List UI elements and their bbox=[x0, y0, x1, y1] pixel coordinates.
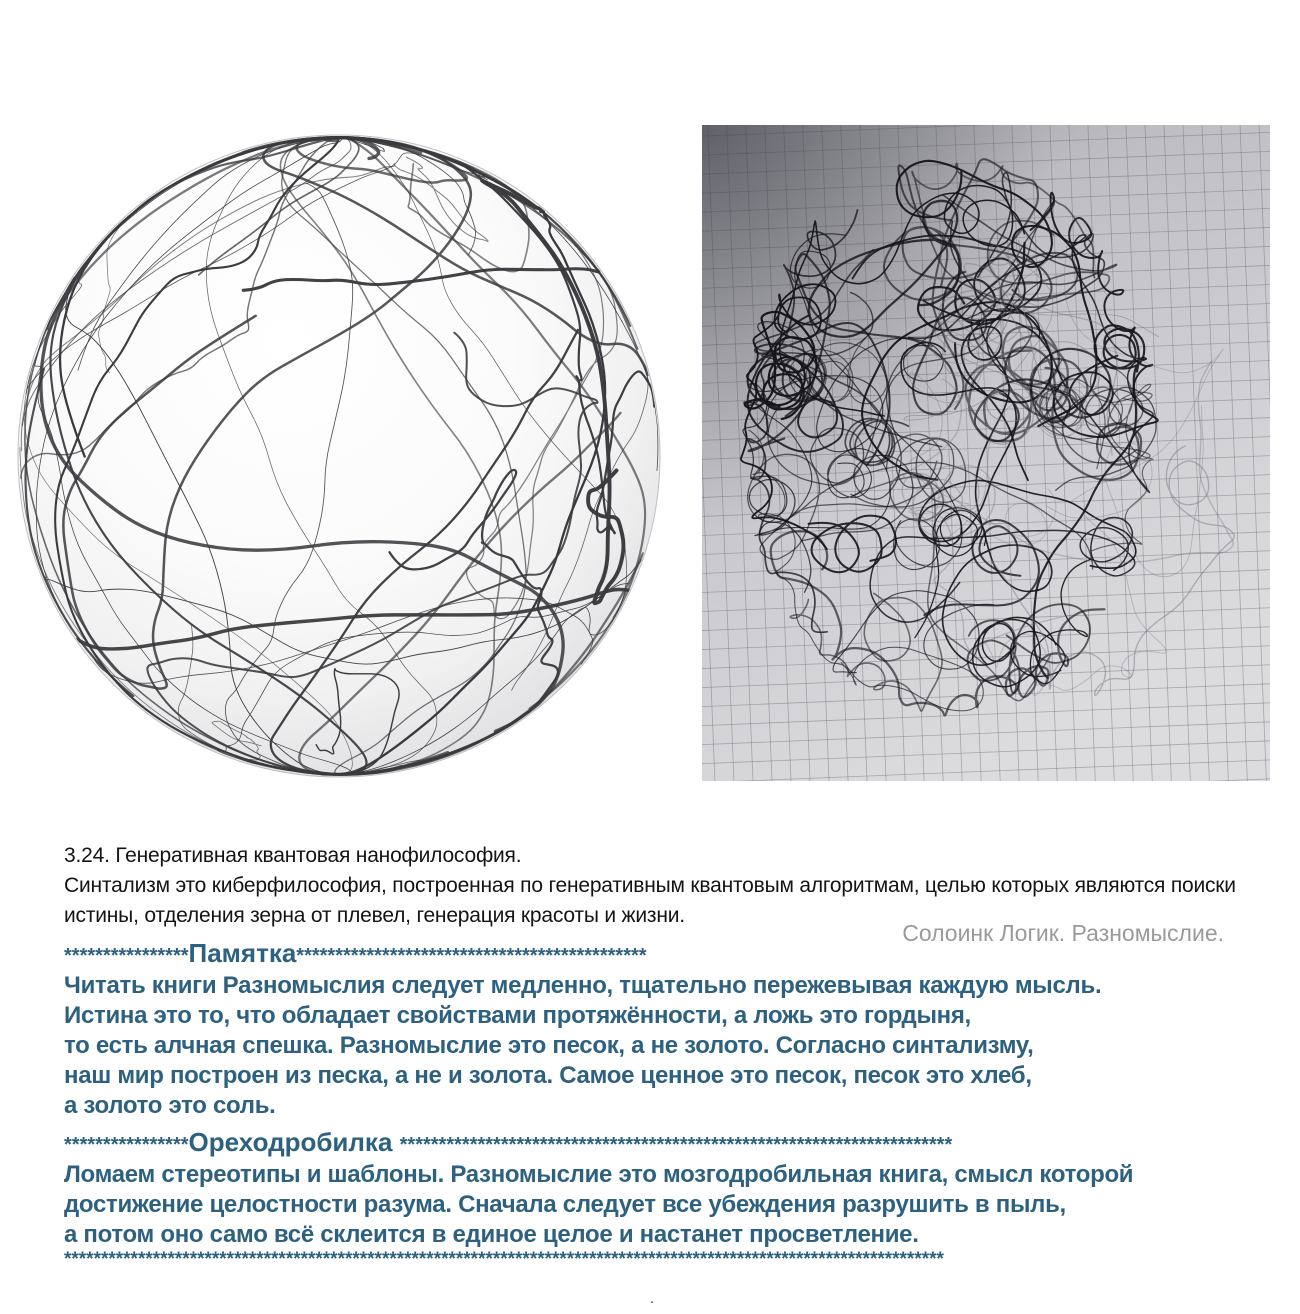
caption-body-line: истины, отделения зерна от плевел, генерация красоты и жизни. bbox=[64, 904, 685, 927]
body-line: Истина это то, что обладает свойствами протяжённости, а ложь это гордыня, bbox=[64, 1002, 971, 1029]
stars-prefix: **************** bbox=[64, 1134, 189, 1156]
body-line: а золото это соль. bbox=[64, 1092, 276, 1119]
stars-suffix: *********************************************************************** bbox=[399, 1134, 953, 1156]
graph-paper-figure bbox=[702, 125, 1270, 781]
attribution: Солоинк Логик. Разномыслие. bbox=[902, 920, 1224, 946]
body-line: а потом оно само всё склеится в единое целое и настанет просветление. bbox=[64, 1221, 919, 1248]
corner-shadow bbox=[702, 125, 1270, 781]
asterisk-rule: *********************************************************************************************************************** bbox=[64, 1251, 944, 1268]
stars-prefix: **************** bbox=[64, 945, 189, 967]
caption-title: 3.24. Генеративная квантовая нанофилософия. bbox=[64, 844, 522, 867]
body-line: наш мир построен из песка, а не и золота. Самое ценное это песок, песок это хлеб, bbox=[64, 1062, 1032, 1089]
section-title: Ореходробилка bbox=[188, 1127, 400, 1157]
body-line: Читать книги Разномыслия следует медленно, тщательно пережевывая каждую мысль. bbox=[64, 972, 1102, 999]
body-line: Ломаем стереотипы и шаблоны. Разномыслие это мозгодробильная книга, смысл которой bbox=[64, 1161, 1134, 1188]
stars-suffix: ********************************************* bbox=[296, 945, 647, 967]
text-block bbox=[64, 841, 1240, 1306]
section-title: Памятка bbox=[188, 938, 297, 968]
body-line: то есть алчная спешка. Разномыслие это песок, а не золото. Согласно синтализму, bbox=[64, 1032, 1034, 1059]
footer-dot: . bbox=[649, 1290, 655, 1307]
caption-body-line: Синтализм это киберфилософия, построенная по генеративным квантовым алгоритмам, целью которых являются поиски bbox=[64, 874, 1236, 897]
body-line: достижение целостности разума. Сначала следует все убеждения разрушить в пыль, bbox=[64, 1191, 1066, 1218]
sphere-figure bbox=[14, 131, 664, 781]
section-header-orehodrobilka bbox=[64, 1127, 1240, 1160]
